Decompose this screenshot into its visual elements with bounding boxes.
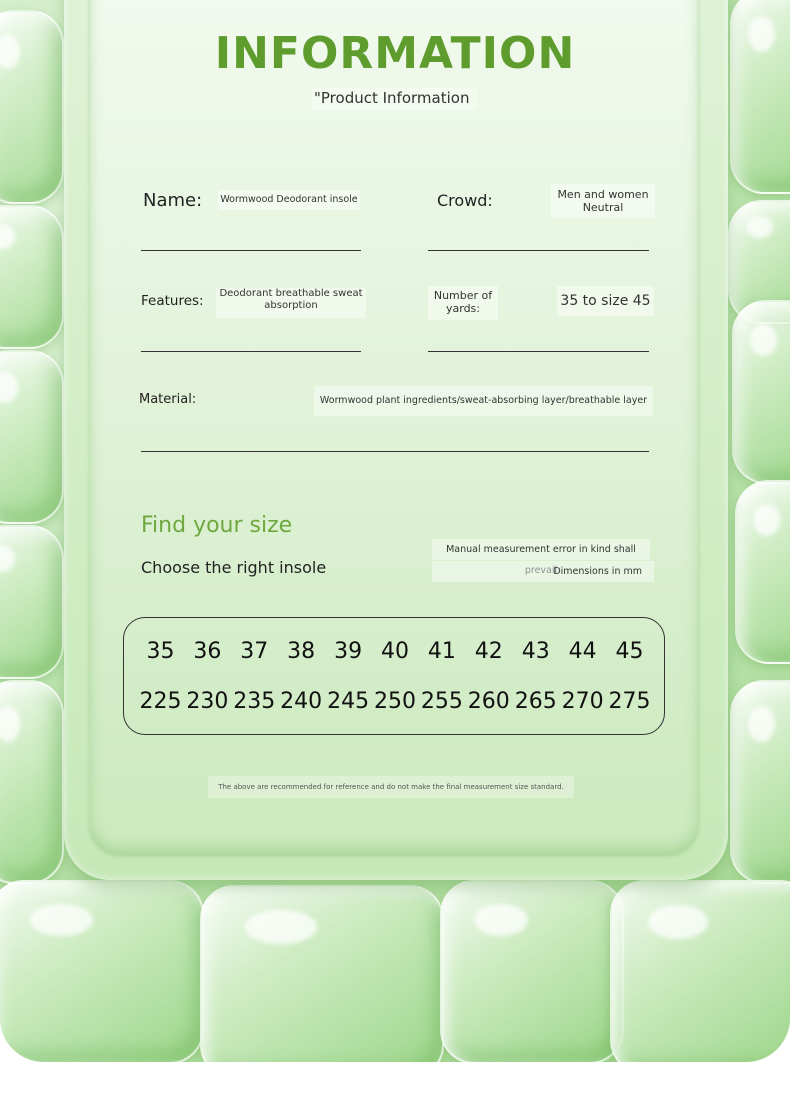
size-cell: 37 bbox=[240, 639, 269, 664]
dimensions-unit-note: Dimensions in mm bbox=[432, 561, 654, 582]
features-value-line-2: absorption bbox=[264, 300, 318, 311]
ice-cube-decoration bbox=[735, 480, 790, 664]
name-value: Wormwood Deodorant insole bbox=[218, 190, 360, 210]
length-cell: 270 bbox=[561, 689, 604, 714]
crowd-value-line-1: Men and women bbox=[557, 188, 649, 201]
length-cell: 250 bbox=[373, 689, 416, 714]
crowd-value bbox=[551, 184, 655, 218]
yards-label-line-1: Number of bbox=[433, 289, 493, 302]
find-size-heading: Find your size bbox=[141, 513, 293, 538]
ice-cube-decoration bbox=[732, 300, 790, 484]
length-row bbox=[137, 689, 653, 714]
size-chart bbox=[123, 617, 665, 735]
material-value: Wormwood plant ingredients/sweat-absorbing layer/breathable layer bbox=[314, 386, 653, 416]
length-cell: 240 bbox=[280, 689, 323, 714]
size-cell: 45 bbox=[615, 639, 644, 664]
page-subtitle: "Product Information bbox=[312, 88, 477, 110]
ice-cube-decoration bbox=[200, 885, 444, 1062]
size-cell: 40 bbox=[380, 639, 409, 664]
features-underline bbox=[141, 351, 361, 352]
length-cell: 230 bbox=[186, 689, 229, 714]
crowd-underline bbox=[428, 250, 649, 251]
ice-cube-decoration bbox=[610, 880, 790, 1062]
ice-cube-decoration bbox=[0, 525, 64, 679]
ice-cube-decoration bbox=[0, 205, 64, 349]
yards-underline bbox=[428, 351, 649, 352]
size-cell: 35 bbox=[146, 639, 175, 664]
name-label: Name: bbox=[143, 190, 203, 211]
features-label: Features: bbox=[141, 293, 204, 309]
length-cell: 225 bbox=[139, 689, 182, 714]
measurement-error-note: Manual measurement error in kind shall prevail bbox=[432, 539, 650, 560]
ice-cube-decoration bbox=[730, 680, 790, 884]
features-value bbox=[216, 288, 366, 318]
material-label: Material: bbox=[139, 392, 197, 407]
ice-cube-decoration bbox=[440, 880, 624, 1062]
yards-label-line-2: yards: bbox=[446, 302, 480, 316]
choose-insole-text: Choose the right insole bbox=[141, 558, 327, 577]
size-cell: 44 bbox=[568, 639, 597, 664]
size-cell: 38 bbox=[287, 639, 316, 664]
reference-disclaimer: The above are recommended for reference and do not make the final measurement size standard. bbox=[208, 776, 574, 798]
length-cell: 260 bbox=[467, 689, 510, 714]
crowd-label: Crowd: bbox=[437, 191, 493, 210]
size-cell: 36 bbox=[193, 639, 222, 664]
size-cell: 42 bbox=[474, 639, 503, 664]
ice-cube-decoration bbox=[0, 680, 64, 884]
features-value-line-1: Deodorant breathable sweat bbox=[219, 288, 363, 299]
length-cell: 275 bbox=[608, 689, 651, 714]
length-cell: 245 bbox=[327, 689, 370, 714]
name-underline bbox=[141, 250, 361, 251]
ice-cube-decoration bbox=[0, 350, 64, 524]
yards-value: 35 to size 45 bbox=[557, 286, 654, 316]
yards-label bbox=[428, 286, 498, 320]
size-cell: 41 bbox=[427, 639, 456, 664]
length-cell: 255 bbox=[420, 689, 463, 714]
size-cell: 39 bbox=[334, 639, 363, 664]
page-title: INFORMATION bbox=[214, 28, 576, 79]
length-cell: 265 bbox=[514, 689, 557, 714]
crowd-value-line-2: Neutral bbox=[582, 201, 624, 215]
size-row bbox=[137, 639, 653, 664]
material-underline bbox=[141, 451, 649, 452]
ice-cube-decoration bbox=[0, 880, 204, 1062]
size-cell: 43 bbox=[521, 639, 550, 664]
length-cell: 235 bbox=[233, 689, 276, 714]
